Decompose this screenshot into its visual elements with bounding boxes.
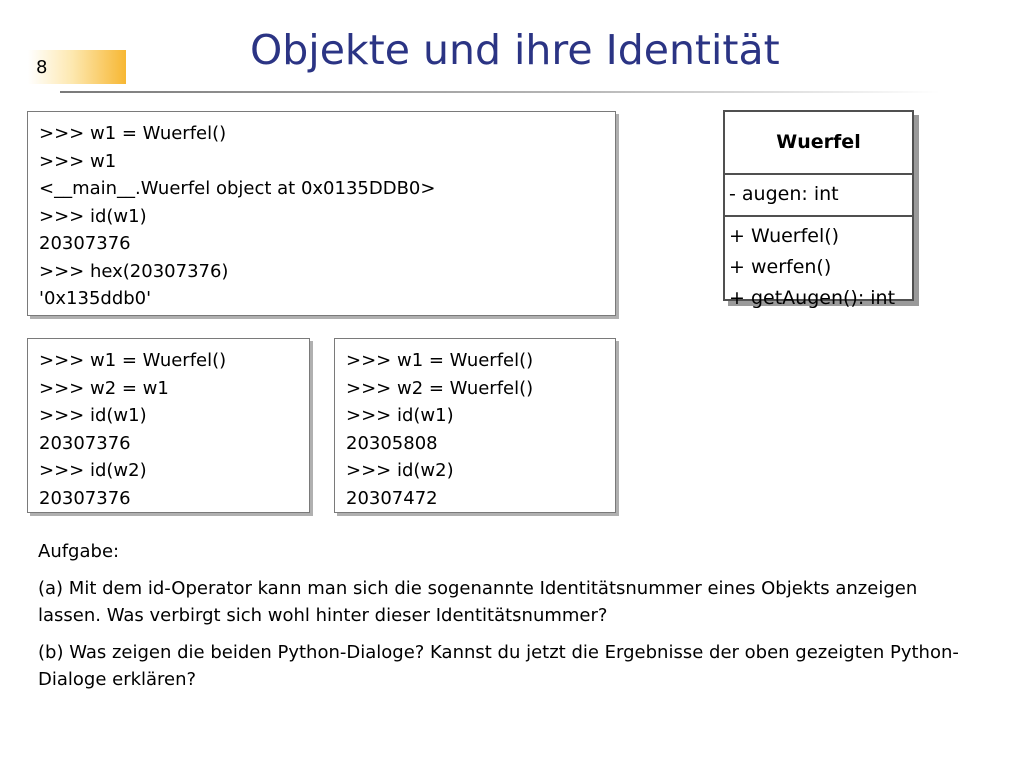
python-dialog-main [27, 111, 616, 316]
task-part-b: (b) Was zeigen die beiden Python-Dialoge? Kannst du jetzt die Ergebnisse der oben gezeigten Python-Dialoge erklären? [38, 642, 959, 690]
code-line: '0x135ddb0' [39, 288, 152, 309]
task-heading: Aufgabe: [38, 541, 120, 562]
code-line: >>> w2 = w1 [39, 377, 169, 399]
uml-class-name: Wuerfel [725, 112, 912, 175]
page-title: Objekte und ihre Identität [250, 26, 780, 74]
task-part-a: (a) Mit dem id-Operator kann man sich die sogenannte Identitätsnummer eines Objekts anzeigen lassen. Was verbirgt sich wohl hinter dieser Identitätsnummer? [38, 578, 918, 626]
code-line: >>> id(w1) [39, 405, 147, 426]
uml-methods [725, 217, 912, 319]
code-line: >>> w1 = Wuerfel() [346, 350, 534, 371]
uml-method: + werfen() [729, 256, 832, 278]
code-line: 20307472 [346, 487, 438, 509]
uml-attribute: - augen: int [729, 183, 839, 205]
code-line: 20305808 [346, 432, 438, 454]
code-line: >>> id(w1) [346, 405, 454, 426]
code-line: >>> w1 = Wuerfel() [39, 350, 227, 371]
code-line: 20307376 [39, 432, 131, 454]
uml-class-diagram [723, 110, 914, 309]
code-line: 20307376 [39, 487, 131, 509]
task-section [38, 538, 968, 693]
code-line: >>> hex(20307376) [39, 260, 229, 282]
slide-number: 8 [36, 57, 48, 78]
python-dialog-left [27, 338, 310, 513]
uml-attributes [725, 175, 912, 217]
code-line: >>> w1 = Wuerfel() [39, 123, 227, 144]
python-dialog-right [334, 338, 616, 513]
code-line: >>> id(w2) [346, 460, 454, 481]
uml-method: + getAugen(): int [729, 287, 896, 309]
code-line: 20307376 [39, 233, 131, 254]
uml-method: + Wuerfel() [729, 225, 840, 247]
code-line: >>> w1 [39, 150, 117, 172]
code-line: >>> id(w1) [39, 205, 147, 227]
code-line: <__main__.Wuerfel object at 0x0135DDB0> [39, 178, 436, 199]
code-line: >>> id(w2) [39, 460, 147, 481]
code-line: >>> w2 = Wuerfel() [346, 377, 534, 399]
title-divider [60, 91, 940, 93]
